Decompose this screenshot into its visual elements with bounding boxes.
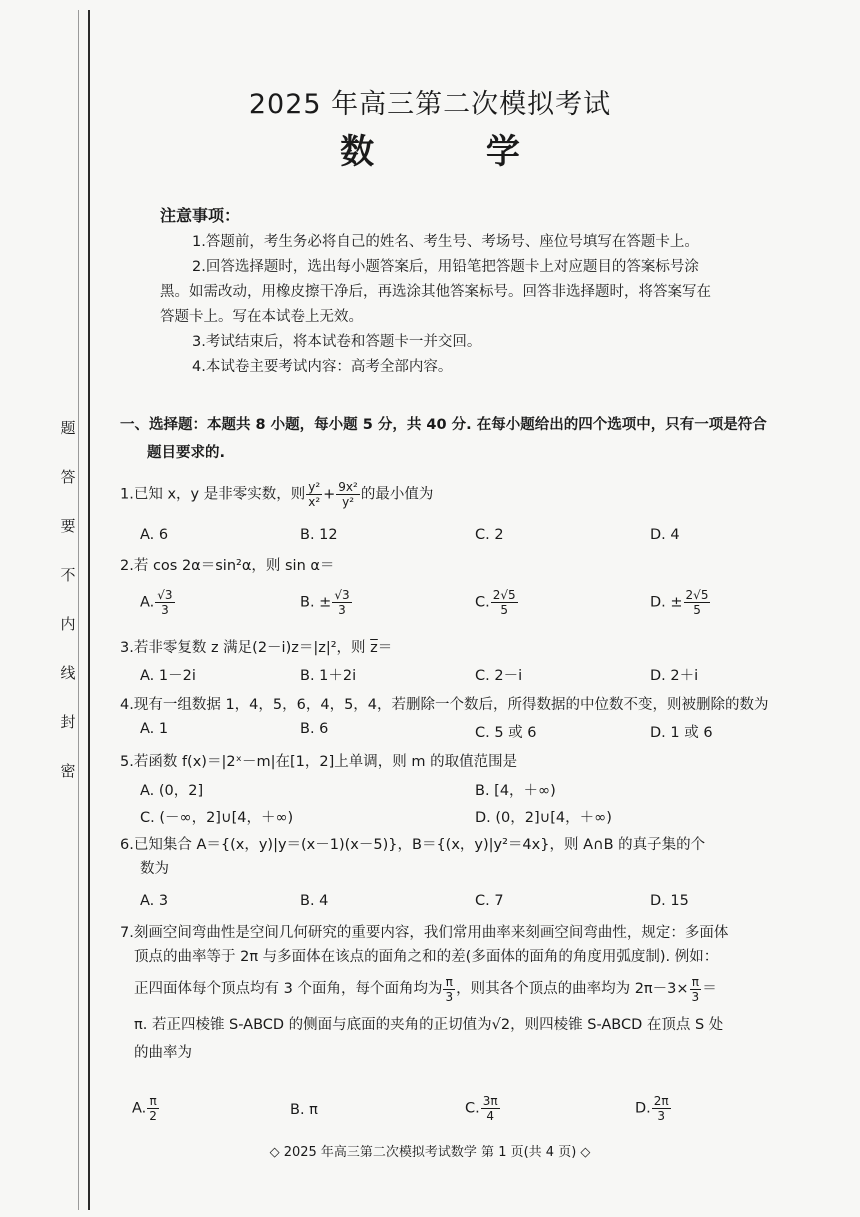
seal-char: 答 [60,468,76,486]
exam-notes [160,203,800,380]
section-line: 一、选择题：本题共 8 小题，每小题 5 分，共 40 分. 在每小题给出的四个选项中，只有一项是符合 [120,417,767,433]
option-b: B. [4，＋∞) [475,783,556,799]
seal-char: 密 [60,762,76,780]
option-a: A. $\frac{√3}{3}$ [140,588,173,617]
fraction: $\frac{\text{y²}}{\text{x²}}$ [308,480,321,509]
option-d: D. 2＋i [650,668,699,684]
exam-title: 2025 年高三第二次模拟考试 [248,89,612,120]
question-3: 3.若非零复数 z 满足(2－i)z＝|z|²，则 $\overline{z}=$ [120,640,393,656]
option-d: D. 15 [650,893,689,909]
question-2: 2.若 cos 2α＝sin²α，则 sin α＝ [120,558,335,574]
option-a: A. 6 [140,527,169,543]
seal-char: 线 [60,664,76,682]
option-a: A. 1－2i [140,668,196,684]
option-b: B. ± $\frac{√3}{3}$ [300,588,350,617]
option-b: B. π [290,1102,318,1118]
option-a: A. 1 [140,721,169,737]
section-heading [120,411,810,467]
seal-char: 封 [60,713,76,731]
section-line: 题目要求的. [147,445,226,461]
option-c: C. 2－i [475,668,523,684]
note-item: 答题卡上。写在本试卷上无效。 [160,309,363,325]
option-d: D. ± $\frac{2√5}{5}$ [650,588,709,617]
subject-title: 数 学 [340,132,570,172]
option-b: B. 1＋2i [300,668,357,684]
question-text: 的最小值为 [360,486,434,503]
note-item: 3.考试结束后，将本试卷和答题卡一并交回。 [192,334,482,350]
option-d: D. 4 [650,527,680,543]
option-d: D. 1 或 6 [650,725,713,741]
option-c: C. $\frac{2√5}{5}$ [475,588,516,617]
page-footer: ◇ 2025 年高三第二次模拟考试数学 第 1 页(共 4 页) ◇ [269,1145,591,1160]
question-4: 4.现有一组数据 1，4，5，6，4，5，4，若删除一个数后，所得数据的中位数不变，则被删除的数为 [120,697,769,713]
question-5: 5.若函数 f(x)＝|2ˣ－m|在[1，2]上单调，则 m 的取值范围是 [120,754,518,770]
option-d: D. (0，2]∪[4，＋∞) [475,810,612,826]
seal-char: 要 [60,517,76,535]
question-6: 6.已知集合 A＝{(x，y)|y＝(x－1)(x－5)}，B＝{(x，y)|y²＝4x}，则 A∩B 的真子集的个 数为 [120,837,706,877]
option-c: C. $\frac{3\pi}{4}$ [465,1094,498,1123]
question-1: 1.已知 x，y 是非零实数，则 $\frac{\text{y²}}{\text{x²}}$ + $\frac{\text{9x²}}{\text{y²}}$ 的最小值为 [120,480,434,509]
binding-line [88,10,90,1210]
note-item: 1.答题前，考生务必将自己的姓名、考生号、考场号、座位号填写在答题卡上。 [192,234,699,250]
option-d: D. $\frac{2\pi}{3}$ [635,1094,669,1123]
seal-char: 题 [60,419,76,437]
notes-heading: 注意事项： [160,206,241,225]
option-c: C. (－∞，2]∪[4，＋∞) [140,810,294,826]
seal-char: 不 [60,566,76,584]
fraction: $\frac{\text{9x²}}{\text{y²}}$ [338,480,358,509]
question-text: 1.已知 x，y 是非零实数，则 [120,486,306,503]
option-b: B. 12 [300,527,338,543]
option-c: C. 5 或 6 [475,725,537,741]
note-item: 2.回答选择题时，选出每小题答案后，用铅笔把答题卡上对应题目的答案标号涂 [192,259,699,275]
note-item: 黑。如需改动，用橡皮擦干净后，再选涂其他答案标号。回答非选择题时，将答案写在 [160,284,711,300]
note-item: 4.本试卷主要考试内容：高考全部内容。 [192,359,453,375]
seal-line-notice [56,415,80,807]
option-b: B. 6 [300,721,329,737]
option-a: A. 3 [140,893,169,909]
question-7: 7.刻画空间弯曲性是空间几何研究的重要内容，我们常用曲率来刻画空间弯曲性，规定：多面体 顶点的曲率等于 2π 与多面体在该点的面角之和的差(多面体的面角的角度用弧度制). 例如： 正四面体每个顶点均有 3 个面角，每个面角均为 $\frac{\pi}{3}$ ，则其各个顶点的曲率均为 2π－3× $\frac{\pi}{3}$ ＝ π. 若正四棱锥 S-ABCD 的侧面与底面的夹角的正切值为√2，则四棱锥 S-ABCD 在顶点 S 处 的曲率为 [120,925,729,1061]
option-c: C. 2 [475,527,504,543]
option-a: A. (0，2] [140,783,204,799]
seal-char: 内 [60,615,76,633]
option-c: C. 7 [475,893,504,909]
option-a: A. $\frac{\pi}{2}$ [132,1094,157,1123]
option-b: B. 4 [300,893,329,909]
